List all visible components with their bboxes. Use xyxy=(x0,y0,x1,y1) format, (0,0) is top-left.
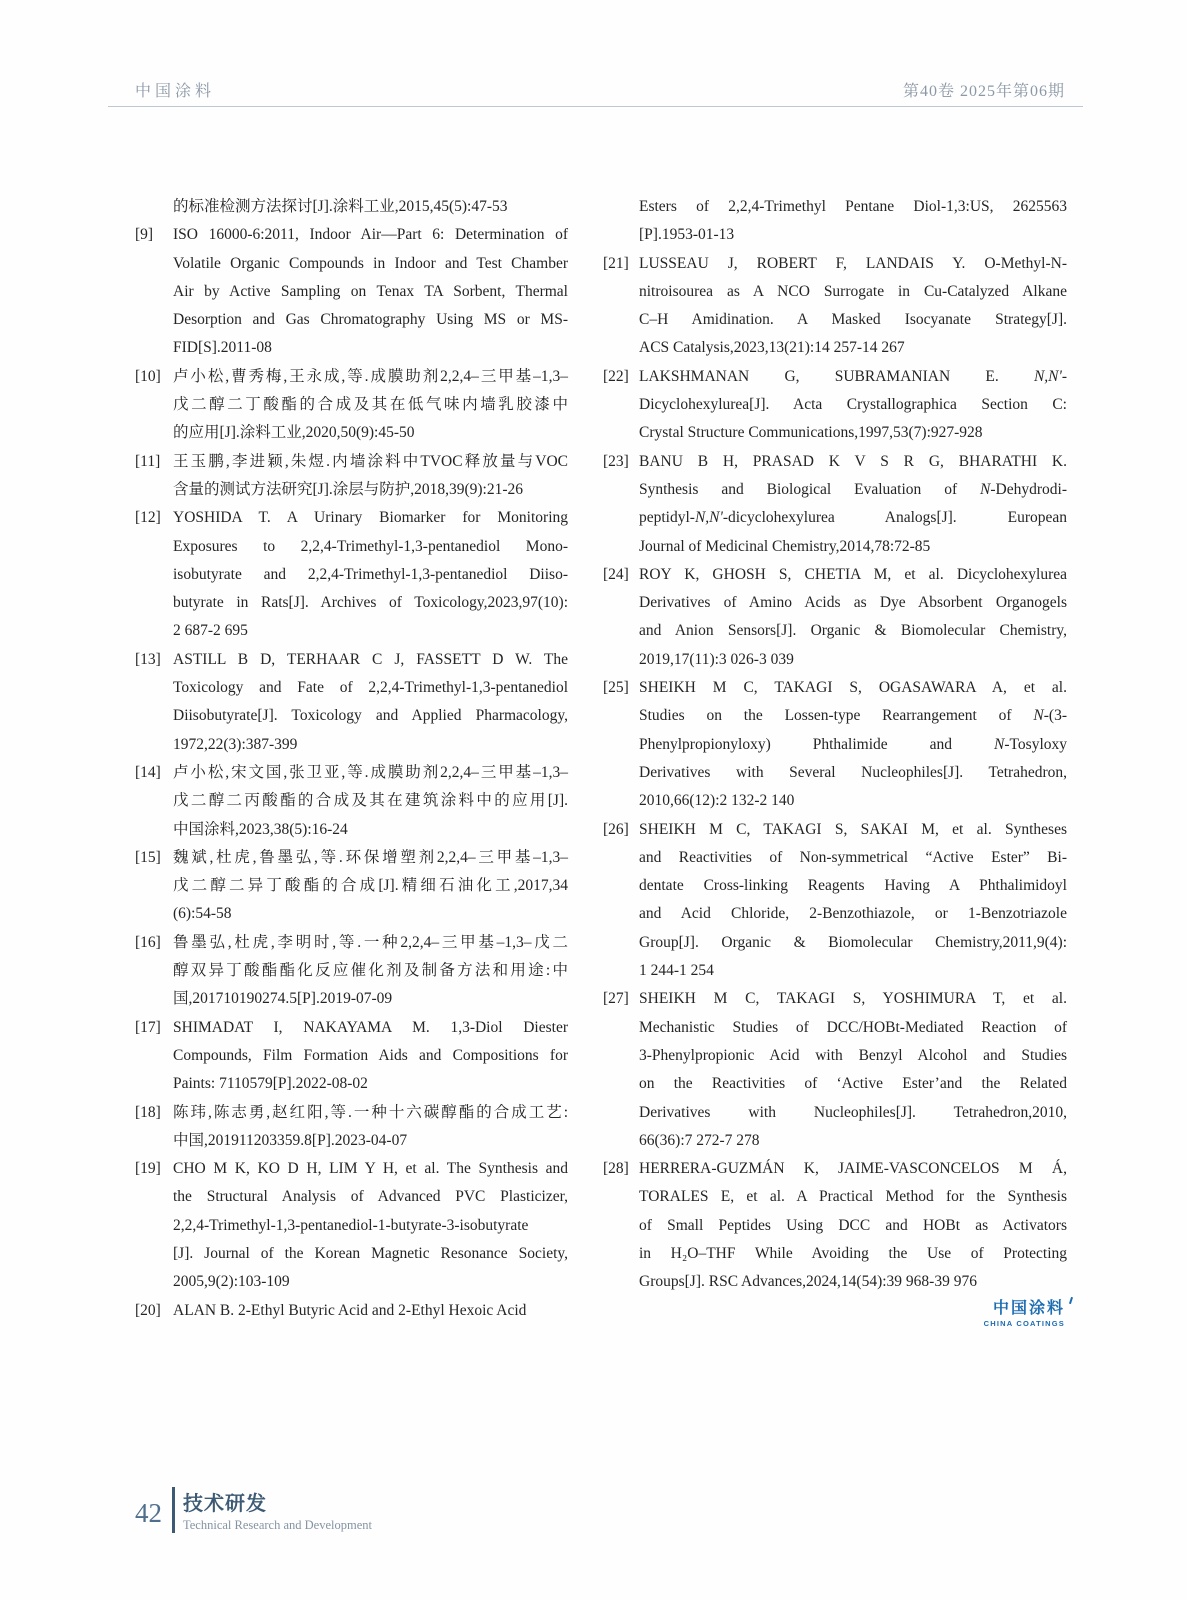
reference-item xyxy=(135,221,568,362)
reference-line: 2010,66(12):2 132-2 140 xyxy=(639,792,795,810)
reference-line: Dicyclohexylurea[J]. Acta Crystallographica Section C: xyxy=(639,396,1067,414)
reference-line: peptidyl-N,N'-dicyclohexylurea Analogs[J]. European xyxy=(639,509,1067,527)
reference-line: C–H Amidination. A Masked Isocyanate Strategy[J]. xyxy=(639,311,1067,329)
reference-line: 2 687-2 695 xyxy=(173,622,248,640)
reference-line: butyrate in Rats[J]. Archives of Toxicology,2023,97(10): xyxy=(173,594,568,612)
publisher-logo-en: CHINA COATINGS xyxy=(983,1318,1065,1328)
reference-item xyxy=(135,448,568,505)
reference-line: 醇双异丁酸酯酯化反应催化剂及制备方法和用途:中 xyxy=(173,962,568,980)
reference-line: nitroisourea as A NCO Surrogate in Cu-Catalyzed Alkane xyxy=(639,282,1067,300)
reference-line: Phenylpropionyloxy) Phthalimide and N-Tosyloxy xyxy=(639,735,1067,753)
reference-line: 的应用[J].涂料工业,2020,50(9):45-50 xyxy=(173,424,415,442)
reference-line: Studies on the Lossen-type Rearrangement of N-(3- xyxy=(639,707,1067,725)
reference-line: Compounds, Film Formation Aids and Compositions for xyxy=(173,1046,568,1064)
reference-line: Group[J]. Organic & Biomolecular Chemistry,2011,9(4): xyxy=(639,933,1067,951)
reference-item xyxy=(135,844,568,929)
reference-line: on the Reactivities of ‘Active Ester’and the Related xyxy=(639,1075,1067,1093)
section-title-block xyxy=(183,1487,372,1533)
footer-divider-bar xyxy=(172,1487,175,1533)
reference-line: Derivatives with Several Nucleophiles[J]. Tetrahedron, xyxy=(639,763,1067,781)
reference-line: ROY K, GHOSH S, CHETIA M, et al. Dicyclohexylurea xyxy=(639,565,1067,583)
reference-line: [P].1953-01-13 xyxy=(639,226,735,244)
section-title-cn: 技术研发 xyxy=(183,1493,267,1515)
reference-line: dentate Cross-linking Reagents Having A Phthalimidoyl xyxy=(639,877,1067,895)
reference-line: LAKSHMANAN G, SUBRAMANIAN E. N,N'- xyxy=(639,367,1067,385)
page-number: 42 xyxy=(135,1498,162,1528)
reference-line: 含量的测试方法研究[J].涂层与防护,2018,39(9):21-26 xyxy=(173,480,524,498)
reference-number: [12] xyxy=(135,509,161,527)
reference-item xyxy=(135,759,568,844)
references-section xyxy=(135,193,1067,1325)
reference-line: BANU B H, PRASAD K V S R G, BHARATHI K. xyxy=(639,452,1067,470)
reference-item xyxy=(135,193,568,221)
journal-name: 中国涂料 xyxy=(135,83,216,100)
logo-trademark-mark xyxy=(1069,1297,1073,1304)
reference-line: SHEIKH M C, TAKAGI S, SAKAI M, et al. Syntheses xyxy=(639,820,1067,838)
reference-line: 魏斌,杜虎,鲁墨弘,等.环保增塑剂2,2,4–三甲基–1,3– xyxy=(173,848,568,866)
reference-number: [26] xyxy=(603,820,629,838)
reference-item xyxy=(603,193,1067,250)
reference-line: 戊二醇二异丁酸酯的合成[J].精细石油化工,2017,34 xyxy=(173,877,568,895)
reference-line: of Small Peptides Using DCC and HOBt as Activators xyxy=(639,1216,1067,1234)
reference-number: [9] xyxy=(135,226,154,244)
reference-line: 国,201710190274.5[P].2019-07-09 xyxy=(173,990,393,1008)
reference-line: Journal of Medicinal Chemistry,2014,78:72-85 xyxy=(639,537,931,555)
reference-line: in H₂O–THF While Avoiding the Use of Protecting xyxy=(639,1244,1067,1262)
reference-line: ACS Catalysis,2023,13(21):14 257-14 267 xyxy=(639,339,905,357)
references-column-left xyxy=(135,193,568,1325)
reference-number: [16] xyxy=(135,933,161,951)
reference-line: Diisobutyrate[J]. Toxicology and Applied Pharmacology, xyxy=(173,707,568,725)
reference-item xyxy=(135,1099,568,1156)
reference-number: [23] xyxy=(603,452,629,470)
page-header xyxy=(135,78,1065,101)
reference-number: [10] xyxy=(135,367,161,385)
reference-line: SHEIKH M C, TAKAGI S, OGASAWARA A, et al. xyxy=(639,679,1067,697)
reference-number xyxy=(135,193,173,221)
reference-line: the Structural Analysis of Advanced PVC Plasticizer, xyxy=(173,1188,568,1206)
reference-line: 2,2,4-Trimethyl-1,3-pentanediol-1-butyrate-3-isobutyrate xyxy=(173,1216,529,1234)
reference-line: Exposures to 2,2,4-Trimethyl-1,3-pentanediol Mono- xyxy=(173,537,568,555)
reference-item xyxy=(603,448,1067,561)
reference-line: and Acid Chloride, 2-Benzothiazole, or 1-Benzotriazole xyxy=(639,905,1067,923)
issue-info: 第40卷 2025年第06期 xyxy=(902,83,1065,100)
reference-line: isobutyrate and 2,2,4-Trimethyl-1,3-pentanediol Diiso- xyxy=(173,565,568,583)
reference-line: LUSSEAU J, ROBERT F, LANDAIS Y. O-Methyl-N- xyxy=(639,254,1067,272)
reference-line: Derivatives with Nucleophiles[J]. Tetrahedron,2010, xyxy=(639,1103,1067,1121)
reference-number: [15] xyxy=(135,848,161,866)
reference-item xyxy=(135,929,568,1014)
reference-number: [20] xyxy=(135,1301,161,1319)
references-column-right xyxy=(603,193,1067,1325)
reference-line: Synthesis and Biological Evaluation of N-Dehydrodi- xyxy=(639,480,1067,498)
publisher-logo-cn-text: 中国涂料 xyxy=(992,1300,1065,1317)
reference-number: [25] xyxy=(603,679,629,697)
reference-line: Groups[J]. RSC Advances,2024,14(54):39 968-39 976 xyxy=(639,1273,977,1291)
reference-number: [18] xyxy=(135,1103,161,1121)
reference-line: (6):54-58 xyxy=(173,905,232,923)
reference-line: TORALES E, et al. A Practical Method for the Synthesis xyxy=(639,1188,1067,1206)
reference-line: Desorption and Gas Chromatography Using MS or MS- xyxy=(173,311,568,329)
reference-line: Air by Active Sampling on Tenax TA Sorbent, Thermal xyxy=(173,282,568,300)
reference-item xyxy=(603,674,1067,815)
reference-line: 鲁墨弘,杜虎,李明时,等.一种2,2,4–三甲基–1,3–戊二 xyxy=(173,933,568,951)
reference-line: 2005,9(2):103-109 xyxy=(173,1273,290,1291)
reference-number: [19] xyxy=(135,1160,161,1178)
reference-line: Crystal Structure Communications,1997,53(7):927-928 xyxy=(639,424,983,442)
reference-line: 戊二醇二丙酸酯的合成及其在建筑涂料中的应用[J]. xyxy=(173,792,568,810)
reference-number: [24] xyxy=(603,565,629,583)
reference-number: [27] xyxy=(603,990,629,1008)
reference-number: [14] xyxy=(135,763,161,781)
reference-item xyxy=(603,985,1067,1155)
reference-line: 卢小松,曹秀梅,王永成,等.成膜助剂2,2,4–三甲基–1,3– xyxy=(173,367,568,385)
reference-line: 卢小松,宋文国,张卫亚,等.成膜助剂2,2,4–三甲基–1,3– xyxy=(173,763,568,781)
reference-line: 3-Phenylpropionic Acid with Benzyl Alcohol and Studies xyxy=(639,1046,1067,1064)
reference-item xyxy=(603,816,1067,986)
reference-line: Derivatives of Amino Acids as Dye Absorbent Organogels xyxy=(639,594,1067,612)
reference-line: CHO M K, KO D H, LIM Y H, et al. The Synthesis and xyxy=(173,1160,568,1178)
reference-line: and Reactivities of Non-symmetrical “Active Ester” Bi- xyxy=(639,848,1067,866)
header-rule xyxy=(108,106,1083,107)
reference-number: [22] xyxy=(603,367,629,385)
reference-item xyxy=(135,1155,568,1296)
reference-number: [21] xyxy=(603,254,629,272)
reference-number: [11] xyxy=(135,452,161,470)
reference-item xyxy=(603,561,1067,674)
reference-line: YOSHIDA T. A Urinary Biomarker for Monitoring xyxy=(173,509,568,527)
reference-number: [13] xyxy=(135,650,161,668)
reference-line: SHEIKH M C, TAKAGI S, YOSHIMURA T, et al. xyxy=(639,990,1067,1008)
section-title-en: Technical Research and Development xyxy=(183,1518,372,1532)
reference-number xyxy=(603,193,639,250)
reference-line: 陈玮,陈志勇,赵红阳,等.一种十六碳醇酯的合成工艺: xyxy=(173,1103,568,1121)
reference-line: FID[S].2011-08 xyxy=(173,339,272,357)
reference-line: 66(36):7 272-7 278 xyxy=(639,1131,760,1149)
reference-line: 中国涂料,2023,38(5):16-24 xyxy=(173,820,348,838)
reference-line: Esters of 2,2,4-Trimethyl Pentane Diol-1,3:US, 2625563 xyxy=(639,198,1067,215)
reference-line: Toxicology and Fate of 2,2,4-Trimethyl-1,3-pentanediol xyxy=(173,679,568,697)
reference-item xyxy=(603,1155,1067,1296)
publisher-logo-cn xyxy=(993,1300,1065,1318)
reference-line: HERRERA-GUZMÁN K, JAIME-VASCONCELOS M Á, xyxy=(639,1160,1067,1178)
reference-number: [17] xyxy=(135,1018,161,1036)
reference-line: 王玉鹏,李进颖,朱煜.内墙涂料中TVOC释放量与VOC xyxy=(173,452,568,470)
reference-line: Mechanistic Studies of DCC/HOBt-Mediated Reaction of xyxy=(639,1018,1067,1036)
reference-number: [28] xyxy=(603,1160,629,1178)
reference-item xyxy=(135,1014,568,1099)
reference-line: 戊二醇二丁酸酯的合成及其在低气味内墙乳胶漆中 xyxy=(173,396,568,414)
reference-item xyxy=(135,363,568,448)
reference-line: [J]. Journal of the Korean Magnetic Resonance Society, xyxy=(173,1244,568,1262)
reference-item xyxy=(135,1297,568,1325)
reference-item xyxy=(135,646,568,759)
reference-line: and Anion Sensors[J]. Organic & Biomolecular Chemistry, xyxy=(639,622,1067,640)
reference-line: 2019,17(11):3 026-3 039 xyxy=(639,650,794,668)
reference-line: 1 244-1 254 xyxy=(639,962,714,980)
reference-line: ISO 16000-6:2011, Indoor Air—Part 6: Determination of xyxy=(173,226,568,244)
reference-line: 1972,22(3):387-399 xyxy=(173,735,298,753)
reference-line: 的标准检测方法探讨[J].涂料工业,2015,45(5):47-53 xyxy=(173,198,508,215)
reference-line: SHIMADAT I, NAKAYAMA M. 1,3-Diol Diester xyxy=(173,1018,568,1036)
page-footer xyxy=(135,1487,372,1533)
reference-line: Paints: 7110579[P].2022-08-02 xyxy=(173,1075,368,1093)
reference-line: ASTILL B D, TERHAAR C J, FASSETT D W. The xyxy=(173,650,568,668)
reference-line: 中国,201911203359.8[P].2023-04-07 xyxy=(173,1131,408,1149)
publisher-logo xyxy=(984,1300,1065,1328)
reference-item xyxy=(135,504,568,645)
reference-item xyxy=(603,363,1067,448)
reference-line: Volatile Organic Compounds in Indoor and Test Chamber xyxy=(173,254,568,272)
reference-item xyxy=(603,250,1067,363)
reference-line: ALAN B. 2-Ethyl Butyric Acid and 2-Ethyl Hexoic Acid xyxy=(173,1301,527,1319)
